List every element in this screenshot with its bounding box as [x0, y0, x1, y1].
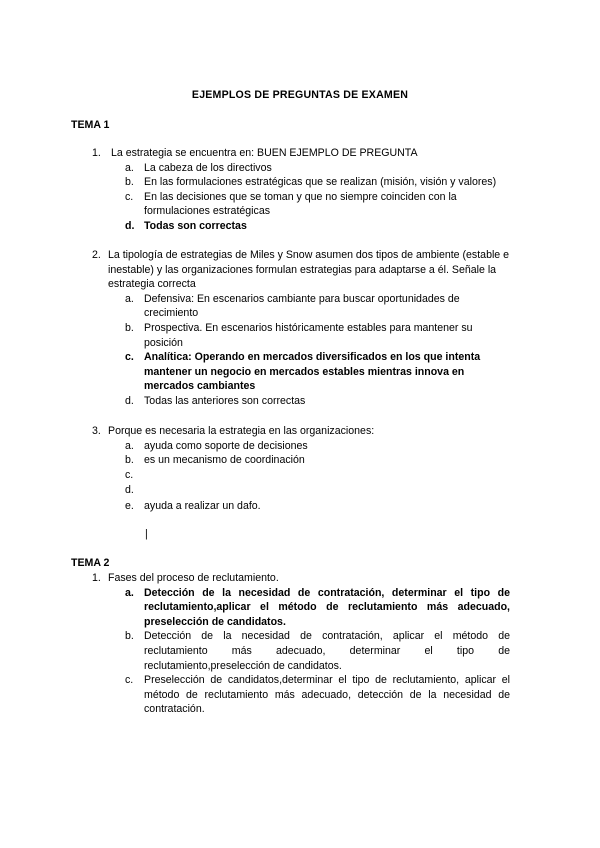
- question-number: 3.: [92, 425, 101, 437]
- tema1-question-3: [92, 424, 530, 513]
- option-d: d. Todas las anteriores son correctas: [125, 394, 306, 407]
- question-number: 2.: [92, 249, 101, 261]
- tema1-question-1: [92, 146, 530, 234]
- option-b: b. Prospectiva. En escenarios históricamente estables para mantener su posición: [125, 321, 473, 349]
- option-c: c.: [125, 468, 134, 481]
- option-a: a. ayuda como soporte de decisiones: [125, 439, 308, 452]
- option-a-correct: a. Detección de la necesidad de contratación, determinar el tipo de reclutamiento,aplicar el método de reclutamiento más adecuado, preselección de candidatos.: [125, 586, 510, 628]
- question-number: 1.: [92, 147, 101, 159]
- option-a: a. La cabeza de los directivos: [125, 161, 272, 174]
- option-d-correct: d. Todas son correctas: [125, 219, 247, 232]
- option-b: b. es un mecanismo de coordinación: [125, 454, 305, 467]
- document-title: EJEMPLOS DE PREGUNTAS DE EXAMEN: [191, 89, 409, 101]
- text-cursor: |: [145, 528, 148, 540]
- option-d: d.: [125, 484, 134, 497]
- tema1-question-2: [92, 248, 530, 409]
- tema2-question-1: [92, 571, 530, 717]
- option-c: c. Preselección de candidatos,determinar el tipo de reclutamiento, aplicar el método de reclutamiento más adecuado, detección de la necesidad de contratación.: [125, 674, 510, 716]
- option-b: b. Detección de la necesidad de contratación, aplicar el método de reclutamiento más adecuado, determinar el tipo de reclutamiento,preselección de candidatos.: [125, 630, 510, 672]
- question-text: Fases del proceso de reclutamiento.: [108, 572, 279, 584]
- tema2-heading: TEMA 2: [71, 557, 110, 569]
- option-a: a. Defensiva: En escenarios cambiante para buscar oportunidades de crecimiento: [125, 292, 460, 320]
- question-number: 1.: [92, 572, 101, 584]
- question-text: La tipología de estrategias de Miles y Snow asumen dos tipos de ambiente (estable e inestable) y las organizaciones formulan estrategias para adaptarse a él. Señale la estrategia correcta: [108, 249, 510, 291]
- tema1-heading: TEMA 1: [71, 119, 110, 131]
- option-c: c. En las decisiones que se toman y que no siempre coinciden con la formulaciones estratégicas: [125, 190, 457, 218]
- question-text: La estrategia se encuentra en: BUEN EJEMPLO DE PREGUNTA: [111, 147, 418, 159]
- question-text: Porque es necesaria la estrategia en las organizaciones:: [108, 425, 375, 437]
- option-e: e. ayuda a realizar un dafo.: [125, 499, 261, 512]
- option-b: b. En las formulaciones estratégicas que se realizan (misión, visión y valores): [125, 176, 497, 189]
- option-c-correct: c. Analítica: Operando en mercados diversificados en los que intenta mantener un negocio en mercados estables mientras innova en mercados cambiantes: [125, 351, 481, 393]
